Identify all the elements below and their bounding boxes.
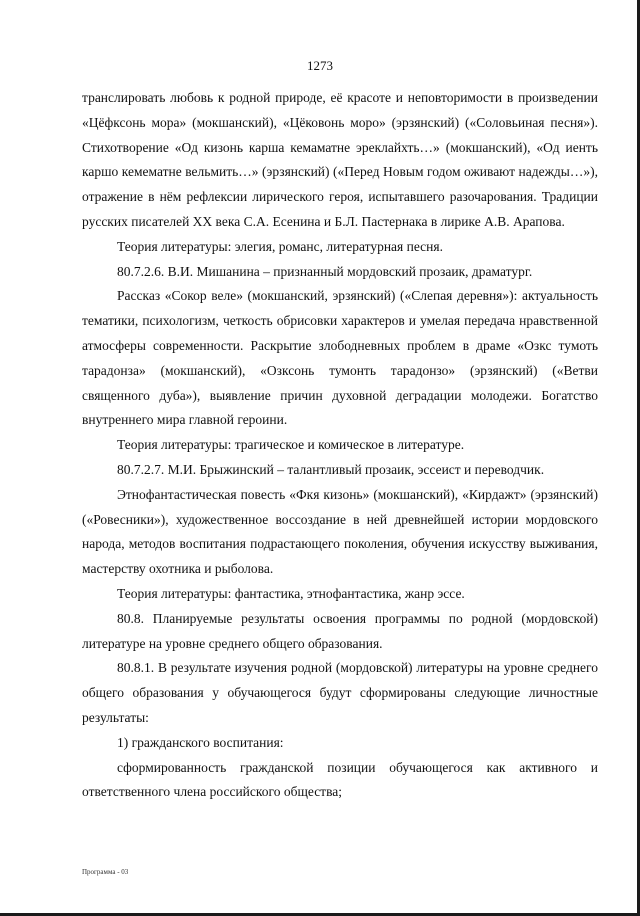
paragraph: Этнофантастическая повесть «Фкя кизонь» (мокшанский), «Кирдажт» (эрзянский) («Ровесники»), художественное воссоздание в ней древнейшей истории мордовского народа, методов воспитания подрастающего поколения, обучения искусству выживания, мастерству охотника и рыболова.: [82, 486, 598, 577]
paragraph: Теория литературы: трагическое и комическое в литературе.: [117, 437, 465, 453]
paragraph: Теория литературы: фантастика, этнофантастика, жанр эссе.: [117, 585, 465, 601]
paragraph: 80.8.1. В результате изучения родной (мордовской) литературы на уровне среднего общего образования у обучающегося будут сформированы следующие личностные результаты:: [82, 660, 598, 725]
section-heading: 80.8. Планируемые результаты освоения программы по родной (мордовской) литературе на уровне среднего общего образования.: [82, 610, 598, 651]
list-item: 1) гражданского воспитания:: [117, 734, 284, 750]
paragraph: Рассказ «Сокор веле» (мокшанский, эрзянский) («Слепая деревня»): актуальность тематики, психологизм, четкость обрисовки характеров и умелая передача нравственной атмосферы современности. Раскрытие злободневных проблем в драме «Озкс тумоть тарадонза» (мокшанский), «Озксонь тумонть тарадонзо» (эрзянский) («Ветви священного дуба»), выявление причин духовной деградации молодежи. Богатство внутреннего мира главной героини.: [82, 288, 598, 428]
paragraph: Теория литературы: элегия, романс, литературная песня.: [117, 238, 443, 254]
paragraph: сформированность гражданской позиции обучающегося как активного и ответственного члена российского общества;: [82, 759, 598, 800]
section-heading: 80.7.2.6. В.И. Мишанина – признанный мордовский прозаик, драматург.: [117, 263, 533, 279]
footer-label: Программа - 03: [82, 868, 129, 876]
document-body: [82, 86, 598, 805]
paragraph: транслировать любовь к родной природе, её красоте и неповторимости в произведении «Цёфксонь мора» (мокшанский), «Цёковонь моро» (эрзянский) («Соловьиная песня»). Стихотворение «Од кизонь карша кемаматне эреклайхть…» (мокшанский), «Од иенть каршо кемематне вельмить…» (эрзянский) («Перед Новым годом оживают надежды…»), отражение в нём рефлексии лирического героя, испытавшего разочарования. Традиции русских писателей XX века С.А. Есенина и Б.Л. Пастернака в лирике А.В. Арапова.: [82, 90, 598, 229]
page-number: 1273: [307, 58, 333, 73]
section-heading: 80.7.2.7. М.И. Брыжинский – талантливый прозаик, эссеист и переводчик.: [117, 461, 545, 477]
